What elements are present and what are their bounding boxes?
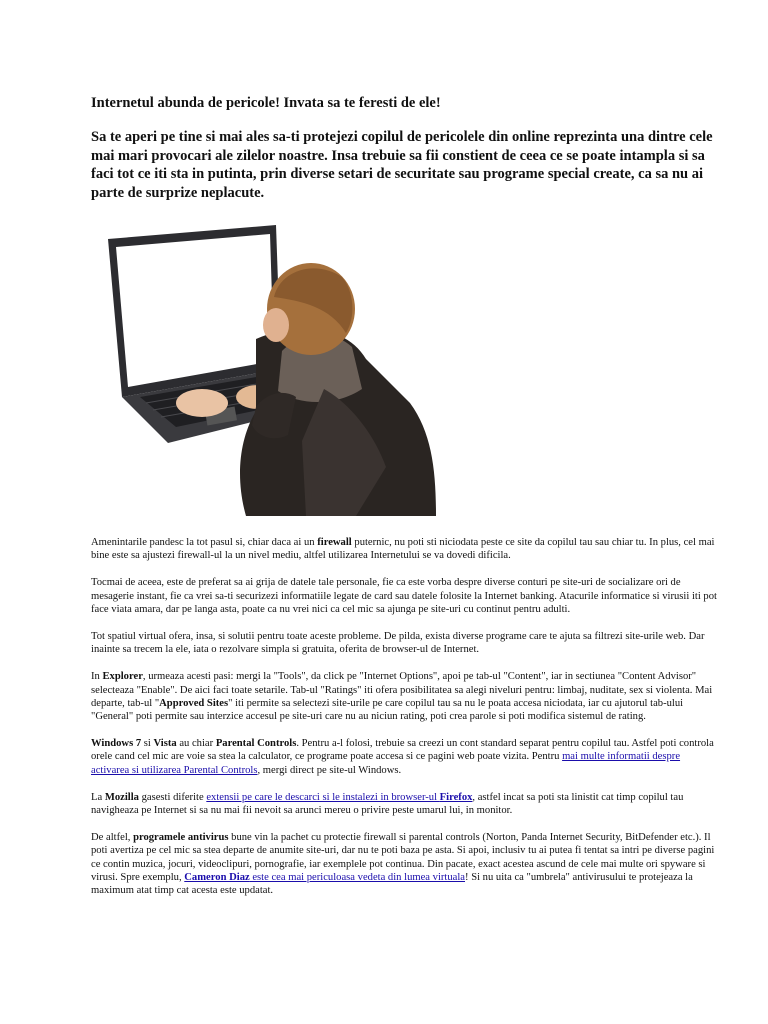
- cameron-diaz-link[interactable]: Cameron Diaz este cea mai periculoasa vedeta din lumea virtuala: [184, 871, 466, 883]
- paragraph-windows: Windows 7 si Vista au chiar Parental Controls. Pentru a-l folosi, trebuie sa creezi un cont standard separat pentru copilul tau. Astfel poti controla orele cand cel mic are voie sa stea la calculator, ce programe poate accesa si ce pagini web poate vizita. Pentru mai multe informatii despre activarea si utilizarea Parental Controls, mergi direct pe site-ul Windows.: [91, 738, 714, 776]
- parental-controls-link[interactable]: mai multe informatii despre activarea si utilizarea Parental Controls: [91, 751, 681, 776]
- article-title: Internetul abunda de pericole! Invata sa te feresti de ele!: [91, 95, 441, 111]
- paragraph-explorer: In Explorer, urmeaza acesti pasi: mergi la "Tools", da click pe "Internet Options", apoi pe tab-ul "Content", iar in sectiunea "Content Advisor" selecteaza "Enable". De aici faci toate setarile. Tab-ul "Ratings" iti ofera posibilitatea sa alegi niveluri pentru: limbaj, nuditate, sex si violenta. Mai departe, tab-ul "Approved Sites" iti permite sa selectezi site-urile pe care copilul tau sa nu le poata accesa niciodata, iar cu ajutorul tab-ului "General" poti permite sau interzice accesul pe site-uri care nu au niciun rating, poti crea parole si poti modifica sistemul de rating.: [91, 671, 713, 723]
- paragraph-antivirus: De altfel, programele antivirus bune vin la pachet cu protectie firewall si parental controls (Norton, Panda Internet Security, BitDefender etc.). Il poti avertiza pe cel mic sa stea departe de anumite site-uri, dar nu te poti baza pe asta. Si apoi, inclusiv tu ai putea fi tentat sa intri pe diverse pagini ce contin muzica, jocuri, videoclipuri, pornografie, iar exemplele pot continua. Din pacate, exact acestea ascund de cele mai multe ori spyware si virusi. Spre exemplu, Cameron Diaz este cea mai periculoasa vedeta din lumea virtuala! Si nu uita ca "umbrela" antivirusului te protejeaza la maximum atat timp cat acesta este updatat.: [91, 832, 715, 897]
- paragraph-firewall: Amenintarile pandesc la tot pasul si, chiar daca ai un firewall puternic, nu poti sti niciodata peste ce site da copilul tau sau chiar tu. In plus, cel mai bine este sa ajustezi firewall-ul la un nivel mediu, altfel utilizarea Internetului se va dovedi dificila.: [91, 537, 715, 562]
- article-body: [91, 536, 717, 911]
- paragraph-mozilla: La Mozilla gasesti diferite extensii pe care le descarci si le instalezi in browser-ul Firefox, astfel incat sa poti sta linistit cat timp copilul tau navigheaza pe Internet si sa nu mai fii nevoit sa arunci mereu o privire peste umarul lui, in monitor.: [91, 791, 684, 817]
- paragraph-solutions: Tot spatiul virtual ofera, insa, si solutii pentru toate aceste probleme. De pilda, exista diverse programe care te ajuta sa filtrezi site-urile web. Dar inainte sa trecem la ele, iata o rezolvare simpla si gratuita, oferita de browser-ul de Internet.: [91, 631, 705, 656]
- boy-at-laptop-photo: [106, 221, 436, 516]
- paragraph-personal-data: Tocmai de aceea, este de preferat sa ai grija de datele tale personale, fie ca este vorba despre diverse conturi pe site-uri de socializare ori de mesagerie instant, fie ca vrei sa-ti securizezi informatiile legate de card sau datele folosite la Internet banking. Atacurile informatice si virusii iti pot face viata amara, dar pe langa asta, poate ca nu vrei nici ca cel mic sa ajunga pe site-uri cu continut pentru adulti.: [91, 577, 717, 615]
- firefox-extensions-link[interactable]: extensii pe care le descarci si le instalezi in browser-ul Firefox: [206, 791, 473, 803]
- article-lead: Sa te aperi pe tine si mai ales sa-ti protejezi copilul de pericolele din online reprezinta una dintre cele mai mari provocari ale zilelor noastre. Insa trebuie sa fii constient de ceea ce se poate intampla si sa faci tot ce iti sta in putinta, prin diverse setari de securitate sau programe special create, ca sa nu ai parte de surprize neplacute.: [91, 129, 713, 201]
